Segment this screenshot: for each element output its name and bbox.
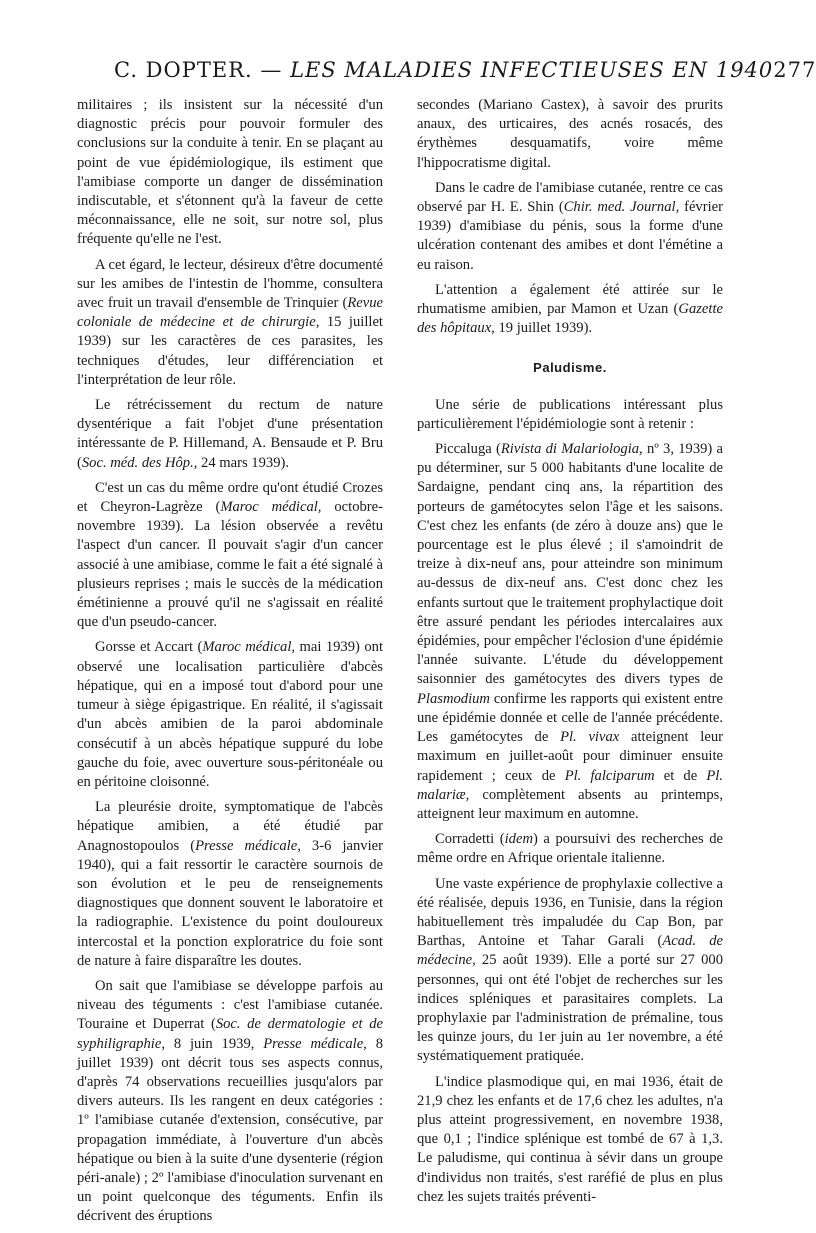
paragraph: Piccaluga (Rivista di Malariologia, nº 3, 1939) a pu déterminer, sur 5 000 habitants d'une localite de Sardaigne, pendant cinq ans, la répartition des porteurs de gamétocytes selon l'âge et les saisons. C'est chez les enfants (de zéro à douze ans) que le pourcentage est le plus élevé ; il s'amoindrit de treize à dix-neuf ans, pour atteindre son minimum au-dessus de dix-neuf ans. C'est donc chez les enfants surtout que le traitement prophylactique doit être assuré pendant les périodes intercalaires aux épidémies, pour empêcher l'éclosion d'une épidémie l'année suivante. L'étude du développement saisonnier des gamétocytes des divers types de Plasmodium confirme les rapports qui existent entre une épidémie donnée et celle de l'année précédente. Les gamétocytes de Pl. vivax atteignent leur maximum en juillet-août pour diminuer ensuite rapidement ; ceux de Pl. falciparum et de Pl. malariæ, complètement absents au printemps, atteignent leur maximum en automne. [417,441,724,822]
paragraph: C'est un cas du même ordre qu'ont étudié Crozes et Cheyron-Lagrèze (Maroc médical, octobre-novembre 1939). La lésion observée a revêtu l'aspect d'un cancer. Il pouvait s'agir d'un cancer associé à une amibiase, comme le fait a été signalé à plusieurs reprises ; mais le succès de la médication émétinienne a prouvé qu'il ne s'agissait en réalité que d'un pseudo-cancer. [77,479,383,631]
page-number: 277 [773,58,816,82]
paragraph: Une série de publications intéressant plus particulièrement l'épidémiologie sont à retenir : [417,396,723,432]
paragraph: Le rétrécissement du rectum de nature dysentérique a fait l'objet d'une présentation intéressante de P. Hillemand, A. Bensaude et P. Bru (Soc. méd. des Hôp., 24 mars 1939). [77,397,383,471]
running-title [114,58,773,82]
header-dash: — [260,58,283,82]
paragraph: L'attention a également été attirée sur le rhumatisme amibien, par Mamon et Uzan (Gazette des hôpitaux, 19 juillet 1939). [417,281,723,337]
section-heading: Paludisme. [533,360,607,376]
running-header [114,58,816,92]
left-column [77,96,383,1233]
paragraph: Gorsse et Accart (Maroc médical, mai 1939) ont observé une localisation particulière d'abcès hépatique, qui en a imposé tout d'abord pour une tumeur à siège épigastrique. En réalité, il s'agissait d'un abcès amibien de la paroi abdominale consécutif à un abcès hépatique suppuré du lobe gauche du foie, avec ouverture sous-péritonéale ou en péritoine cloisonné. [77,639,383,790]
paragraph: Dans le cadre de l'amibiase cutanée, rentre ce cas observé par H. E. Shin (Chir. med. Journal, février 1939) d'amibiase du pénis, sous la forme d'une ulcération contenant des amibes et dont l'émétine a eu raison. [417,179,723,273]
paragraph: On sait que l'amibiase se développe parfois au niveau des téguments : c'est l'amibiase cutanée. Touraine et Duperrat (Soc. de dermatologie et de syphiligraphie, 8 juin 1939, Presse médicale, 8 juillet 1939) ont décrit tous ses aspects connus, d'après 74 observations recueillies jusqu'alors par divers auteurs. Ils les rangent en deux catégories : 1º l'amibiase cutanée d'extension, consécutive, par propagation immédiate, à l'ouverture d'un abcès hépatique ou bien à la suite d'une dysenterie (région péri-anale) ; 2º l'amibiase d'inoculation survenant en un point quelconque des téguments. Enfin ils décrivent des éruptions [77,977,383,1225]
paragraph: militaires ; ils insistent sur la nécessité d'un diagnostic précis pour pouvoir formuler des conclusions sur la conduite à tenir. En se plaçant au point de vue épidémiologique, ils estiment que l'amibiase comporte un danger de dissémination indiscutable, et s'étonnent qu'à la faveur de cette méconnaissance, elle ne soit, sur notre sol, plus fréquente qu'elle ne l'est. [77,97,383,248]
header-author: C. DOPTER. [114,58,253,82]
paragraph: Une vaste expérience de prophylaxie collective a été réalisée, depuis 1936, en Tunisie, dans la région habituellement très impaludée du Cap Bon, par Barthas, Antoine et Tahar Garali (Acad. de médecine, 25 août 1939). Elle a porté sur 27 000 personnes, qui ont été l'objet de recherches sur les indices spléniques et parasitaires complets. La prophylaxie par l'administration de prémaline, tous les quinze jours, du 1er juin au 1er novembre, a été systématiquement pratiquée. [417,875,723,1065]
header-title: LES MALADIES INFECTIEUSES EN 1940 [290,58,774,82]
paragraph: Corradetti (idem) a poursuivi des recherches de même ordre en Afrique orientale italienne. [417,831,723,867]
paragraph: secondes (Mariano Castex), à savoir des prurits anaux, des urticaires, des acnés rosacés, des érythèmes desquamatifs, voire même l'hippocratisme digital. [417,97,723,171]
paragraph: A cet égard, le lecteur, désireux d'être documenté sur les amibes de l'intestin de l'homme, consultera avec fruit un travail d'ensemble de Trinquier (Revue coloniale de médecine et de chirurgie, 15 juillet 1939) sur les caractères de ces parasites, les techniques d'études, leur différenciation et l'interprétation de leur rôle. [77,256,383,388]
paragraph: La pleurésie droite, symptomatique de l'abcès hépatique amibien, a été étudié par Anagnostopoulos (Presse médicale, 3-6 janvier 1940), qui a fait ressortir le caractère sournois de son évolution et le peu de renseignements diagnostiques que donnent souvent le laboratoire et la radiographie. L'existence du point douloureux intercostal et la ponction exploratrice du foie sont de nature à faire disparaître les doutes. [77,799,383,969]
paragraph: L'indice plasmodique qui, en mai 1936, était de 21,9 chez les enfants et de 17,6 chez les adultes, n'a plus atteint progressivement, en novembre 1938, que 0,1 ; l'indice splénique est tombé de 67 à 1,3. Le paludisme, qui continua à sévir dans un groupe d'individus non traités, s'est raréfié de plus en plus chez les sujets traités préventi- [417,1073,723,1205]
right-column [417,96,723,1213]
